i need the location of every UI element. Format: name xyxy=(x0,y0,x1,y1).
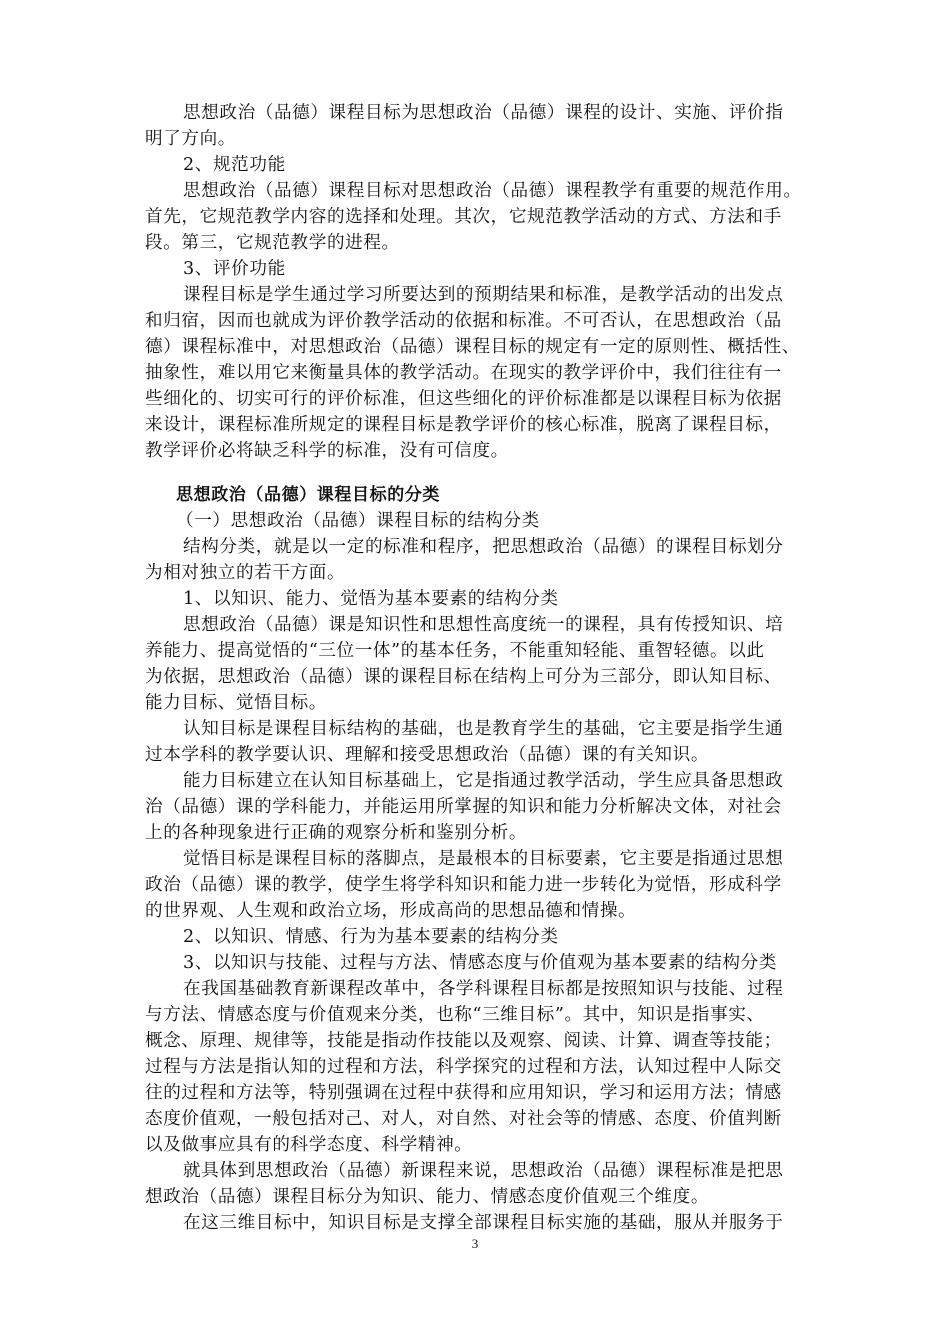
text-line: 为依据，思想政治（品德）课的课程目标在结构上可分为三部分，即认知目标、 xyxy=(145,667,782,687)
text-line: 能力目标建立在认知目标基础上，它是指通过教学活动，学生应具备思想政 xyxy=(183,771,784,791)
text-line: 和归宿，因而也就成为评价教学活动的依据和标准。不可否认，在思想政治（品 xyxy=(145,311,782,331)
text-line: 结构分类，就是以一定的标准和程序，把思想政治（品德）的课程目标划分 xyxy=(183,537,784,557)
text-line: 思想政治（品德）课程目标对思想政治（品德）课程教学有重要的规范作用。 xyxy=(183,181,802,201)
text-line: 来设计，课程标准所规定的课程目标是教学评价的核心标准，脱离了课程目标， xyxy=(145,415,782,435)
section-subheading: 3、评价功能 xyxy=(183,259,286,279)
text-line: 上的各种现象进行正确的观察分析和鉴别分析。 xyxy=(145,823,528,843)
text-line: 想政治（品德）课程目标分为知识、能力、情感态度价值观三个维度。 xyxy=(145,1187,710,1207)
text-line: 段。第三，它规范教学的进程。 xyxy=(145,233,400,253)
text-line: 思想政治（品德）课是知识性和思想性高度统一的课程，具有传授知识、培 xyxy=(183,615,784,635)
section-subheading: 3、以知识与技能、过程与方法、情感态度与价值观为基本要素的结构分类 xyxy=(183,953,777,973)
text-line: 与方法、情感态度与价值观来分类，也称“三维目标”。其中，知识是指事实、 xyxy=(145,1005,765,1025)
text-line: 首先，它规范教学内容的选择和处理。其次，它规范教学活动的方式、方法和手 xyxy=(145,207,782,227)
text-line: 政治（品德）课的教学，使学生将学科知识和能力进一步转化为觉悟，形成科学 xyxy=(145,875,782,895)
text-line: 以及做事应具有的科学态度、科学精神。 xyxy=(145,1135,473,1155)
text-line: 教学评价必将缺乏科学的标准，没有可信度。 xyxy=(145,441,509,461)
text-line: 思想政治（品德）课程目标为思想政治（品德）课程的设计、实施、评价指 xyxy=(183,103,784,123)
text-line: 课程目标是学生通过学习所要达到的预期结果和标准，是教学活动的出发点 xyxy=(183,285,784,305)
text-line: 过本学科的教学要认识、理解和接受思想政治（品德）课的有关知识。 xyxy=(145,745,710,765)
text-line: 在这三维目标中，知识目标是支撑全部课程目标实施的基础，服从并服务于 xyxy=(183,1213,784,1233)
text-line: 就具体到思想政治（品德）新课程来说，思想政治（品德）课程标准是把思 xyxy=(183,1161,784,1181)
text-line: 明了方向。 xyxy=(145,129,236,149)
text-line: 养能力、提高觉悟的“三位一体”的基本任务，不能重知轻能、重智轻德。以此 xyxy=(145,641,765,661)
text-line: 抽象性，难以用它来衡量具体的教学活动。在现实的教学评价中，我们往往有一 xyxy=(145,363,782,383)
section-subheading: 2、规范功能 xyxy=(183,155,286,175)
text-line: 能力目标、觉悟目标。 xyxy=(145,693,327,713)
text-line: 为相对独立的若干方面。 xyxy=(145,563,346,583)
text-line: 态度价值观，一般包括对己、对人，对自然、对社会等的情感、态度、价值判断 xyxy=(145,1109,782,1129)
section-heading: 思想政治（品德）课程目标的分类 xyxy=(176,485,440,505)
text-line: 德）课程标准中，对思想政治（品德）课程目标的规定有一定的原则性、概括性、 xyxy=(145,337,800,357)
text-line: 些细化的、切实可行的评价标准，但这些细化的评价标准都是以课程目标为依据 xyxy=(145,389,782,409)
text-line: 治（品德）课的学科能力，并能运用所掌握的知识和能力分析解决文体，对社会 xyxy=(145,797,782,817)
text-line: 在我国基础教育新课程改革中，各学科课程目标都是按照知识与技能、过程 xyxy=(183,979,784,999)
text-line: 认知目标是课程目标结构的基础，也是教育学生的基础，它主要是指学生通 xyxy=(183,719,784,739)
text-line: 觉悟目标是课程目标的落脚点，是最根本的目标要素，它主要是指通过思想 xyxy=(183,849,784,869)
section-subheading: 1、以知识、能力、觉悟为基本要素的结构分类 xyxy=(183,589,559,609)
section-subheading: 2、以知识、情感、行为为基本要素的结构分类 xyxy=(183,927,559,947)
text-line: 往的过程和方法等，特别强调在过程中获得和应用知识，学习和运用方法；情感 xyxy=(145,1083,782,1103)
text-line: 的世界观、人生观和政治立场，形成高尚的思想品德和情操。 xyxy=(145,901,637,921)
text-line: 概念、原理、规律等，技能是指动作技能以及观察、阅读、计算、调查等技能； xyxy=(145,1031,782,1051)
section-subheading: （一）思想政治（品德）课程目标的结构分类 xyxy=(176,511,540,531)
text-line: 过程与方法是指认知的过程和方法，科学探究的过程和方法，认知过程中人际交 xyxy=(145,1057,782,1077)
page-number: 3 xyxy=(471,1236,479,1251)
